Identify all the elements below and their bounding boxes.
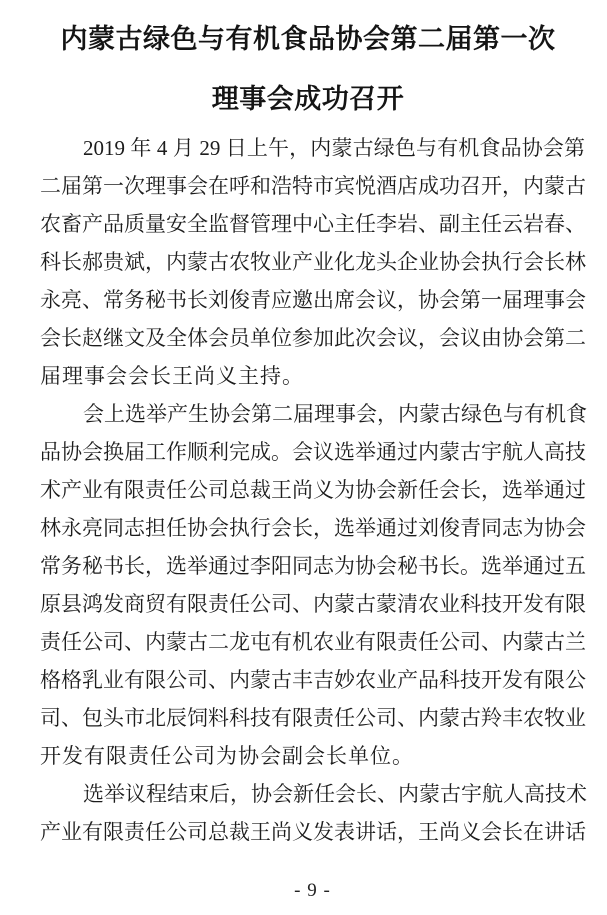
- text-line: 格格乳业有限公司、内蒙古丰吉妙农业产品科技开发有限公: [40, 668, 586, 692]
- text-line: 科长郝贵斌，内蒙古农牧业产业化龙头企业协会执行会长林: [40, 250, 586, 274]
- text-line: 产业有限责任公司总裁王尚义发表讲话，王尚义会长在讲话: [40, 820, 586, 844]
- text-line: 术产业有限责任公司总裁王尚义为协会新任会长，选举通过: [40, 478, 586, 502]
- text-line: 届理事会会长王尚义主持。: [40, 364, 304, 388]
- text-line: 会上选举产生协会第二届理事会，内蒙古绿色与有机食: [83, 402, 587, 426]
- page-title-line-1: 内蒙古绿色与有机食品协会第二届第一次: [60, 24, 556, 54]
- text-line: 责任公司、内蒙古二龙屯有机农业有限责任公司、内蒙古兰: [40, 630, 586, 654]
- text-line: 二届第一次理事会在呼和浩特市宾悦酒店成功召开，内蒙古: [40, 174, 586, 198]
- text-line: 开发有限责任公司为协会副会长单位。: [40, 744, 414, 768]
- text-line: 农畜产品质量安全监督管理中心主任李岩、副主任云岩春、: [40, 212, 586, 236]
- paragraph-3: [40, 775, 585, 851]
- text-line: 选举议程结束后，协会新任会长、内蒙古宇航人高技术: [83, 782, 587, 806]
- text-line: 林永亮同志担任协会执行会长，选举通过刘俊青同志为协会: [40, 516, 586, 540]
- text-line: 常务秘书长，选举通过李阳同志为协会秘书长。选举通过五: [40, 554, 586, 578]
- text-line: 原县鸿发商贸有限责任公司、内蒙古蒙清农业科技开发有限: [40, 592, 586, 616]
- page-number: - 9 -: [294, 880, 331, 901]
- text-line: 会长赵继文及全体会员单位参加此次会议，会议由协会第二: [40, 326, 586, 350]
- page-title: [31, 9, 585, 129]
- page-title-line-2: 理事会成功召开: [211, 84, 405, 114]
- text-line: 永亮、常务秘书长刘俊青应邀出席会议，协会第一届理事会: [40, 288, 586, 312]
- paragraph-2: [40, 395, 585, 775]
- text-line: 品协会换届工作顺利完成。会议选举通过内蒙古宇航人高技: [40, 440, 586, 464]
- text-line: 2019 年 4 月 29 日上午，内蒙古绿色与有机食品协会第: [83, 136, 585, 160]
- document-body: [40, 129, 585, 851]
- paragraph-1: [40, 129, 585, 395]
- text-line: 司、包头市北辰饲料科技有限责任公司、内蒙古羚丰农牧业: [40, 706, 586, 730]
